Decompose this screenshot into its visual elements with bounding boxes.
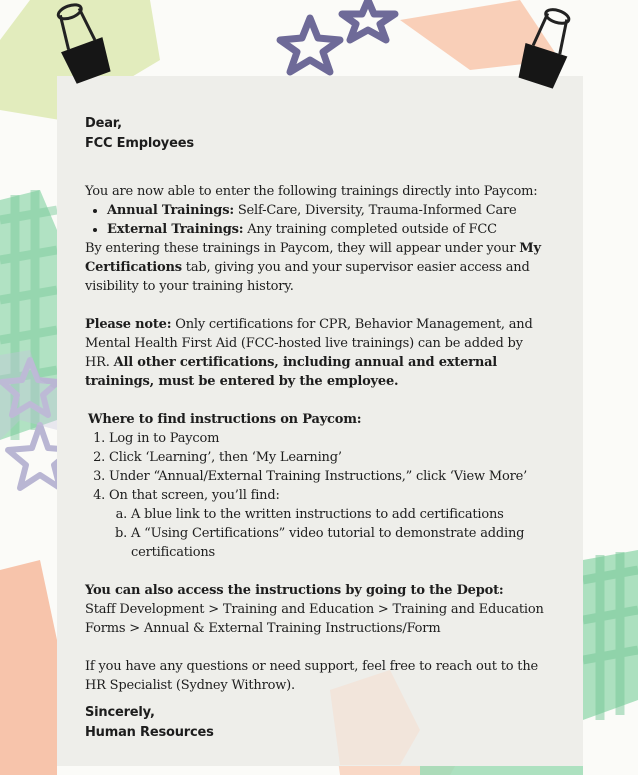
closing-sincerely: Sincerely,: [85, 705, 155, 720]
list-item: b. A “Using Certifications” video tutorial to demonstrate adding certifications: [131, 524, 545, 562]
training-list: [85, 201, 545, 239]
star-icon: [280, 0, 395, 72]
letter-body: [85, 114, 545, 743]
list-item: 2. Click ‘Learning’, then ‘My Learning’: [109, 448, 545, 467]
depot-path: Staff Development > Training and Education > Training and Education Forms > Annual & External Training Instructions/Form: [85, 602, 544, 636]
certifications-paragraph: By entering these trainings in Paycom, they will appear under your My Certifications tab, giving you and your supervisor easier access and visibility to your training history.: [85, 241, 541, 294]
closing-signature: Human Resources: [85, 725, 214, 740]
list-item: 3. Under “Annual/External Training Instructions,” click ‘View More’: [109, 467, 545, 486]
greeting-recipient: FCC Employees: [85, 136, 194, 151]
list-item: 1. Log in to Paycom: [109, 429, 545, 448]
depot-heading: You can also access the instructions by going to the Depot:: [85, 583, 504, 598]
please-note-paragraph: Please note: Only certifications for CPR, Behavior Management, and Mental Health First Aid (FCC-hosted live trainings) can be added by HR. All other certifications, including annual and external trainings, must be entered by the employee.: [85, 317, 533, 389]
support-text: If you have any questions or need support, feel free to reach out to the HR Specialist (Sydney Withrow).: [85, 659, 538, 693]
instructions-steps: [85, 429, 545, 562]
list-item: • External Trainings: Any training completed outside of FCC: [107, 220, 545, 239]
sub-steps: [109, 505, 545, 562]
intro-text: You are now able to enter the following trainings directly into Paycom:: [85, 184, 538, 199]
peach-scrap-left: [0, 560, 57, 775]
list-item: • Annual Trainings: Self-Care, Diversity, Trauma-Informed Care: [107, 201, 545, 220]
instructions-heading: Where to find instructions on Paycom:: [88, 412, 362, 427]
list-item: 4. On that screen, you’ll find: a. A blue link to the written instructions to add certifications b. A “Using Certifications” video tutorial to demonstrate adding certifications: [109, 486, 545, 562]
list-item: a. A blue link to the written instructions to add certifications: [131, 505, 545, 524]
greeting-dear: Dear,: [85, 116, 122, 131]
